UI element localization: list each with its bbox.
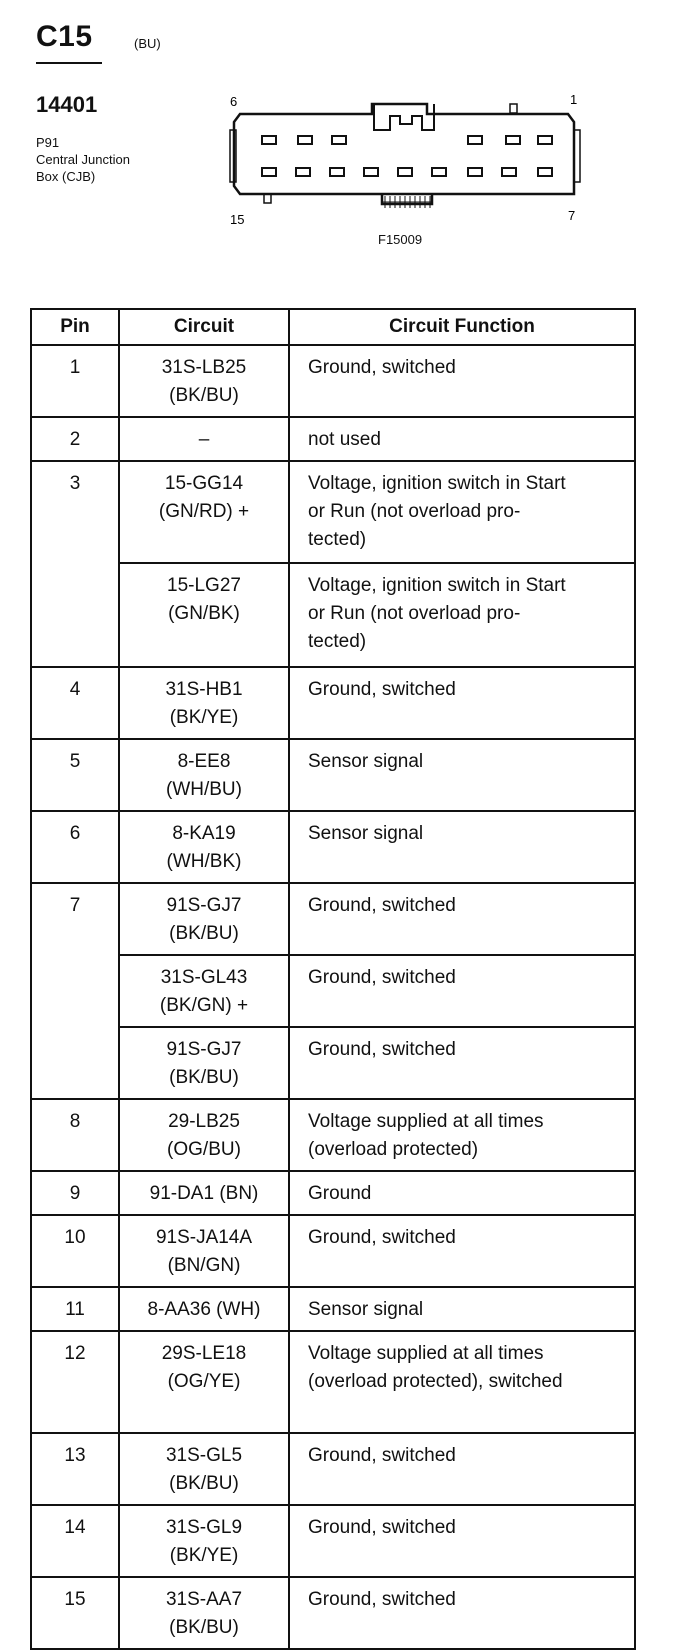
- circuit-function-cell: [289, 563, 635, 667]
- circuit-function-cell: [289, 739, 635, 811]
- circuit-line: (BK/GN) +: [159, 995, 249, 1016]
- pin-number: 7: [69, 895, 81, 916]
- pin-number-cell: [31, 1171, 119, 1215]
- pin-number: 15: [64, 1589, 86, 1610]
- table-row: [31, 1027, 635, 1099]
- circuit-function-cell: [289, 1287, 635, 1331]
- table-row: [31, 955, 635, 1027]
- circuit-function-cell: [289, 1577, 635, 1649]
- connector-id-underline: [36, 62, 102, 64]
- table-row: [31, 345, 635, 417]
- circuit-cell: [119, 667, 289, 739]
- pin-number: 12: [64, 1343, 86, 1364]
- pin-number: 9: [69, 1183, 81, 1204]
- circuit-line: (WH/BU): [166, 779, 242, 800]
- pin-number: 6: [69, 823, 81, 844]
- desc-line-1: P91: [36, 135, 60, 150]
- table-row: [31, 563, 635, 667]
- pin-number-cell: [31, 1287, 119, 1331]
- function-line: tected): [308, 631, 367, 652]
- circuit-function-cell: [289, 811, 635, 883]
- desc-line-2: Central Junction: [36, 152, 130, 167]
- circuit-line: (OG/YE): [167, 1371, 241, 1392]
- circuit-cell: [119, 1433, 289, 1505]
- function-line: Ground, switched: [308, 357, 456, 378]
- circuit-line: 8-EE8: [177, 751, 231, 772]
- circuit-line: (BN/GN): [167, 1255, 241, 1276]
- pin-number: 4: [69, 679, 81, 700]
- circuit-line: (BK/BU): [169, 1617, 239, 1638]
- table-row: [31, 1215, 635, 1287]
- function-line: Ground, switched: [308, 1039, 456, 1060]
- circuit-cell: [119, 417, 289, 461]
- circuit-cell: [119, 883, 289, 955]
- circuit-line: (BK/YE): [169, 1545, 239, 1566]
- circuit-line: 91S-GJ7: [166, 895, 242, 916]
- circuit-function-cell: [289, 1027, 635, 1099]
- table-row: [31, 1433, 635, 1505]
- circuit-cell: [119, 739, 289, 811]
- function-line: Sensor signal: [308, 1299, 424, 1320]
- connector-color: (BU): [134, 36, 161, 51]
- circuit-function-cell: [289, 1433, 635, 1505]
- function-line: Sensor signal: [308, 823, 424, 844]
- circuit-line: (GN/RD) +: [158, 501, 250, 522]
- circuit-line: 8-KA19: [172, 823, 236, 844]
- table-row: [31, 811, 635, 883]
- table-row: [31, 461, 635, 563]
- pin-number: 1: [69, 357, 81, 378]
- function-line: Ground, switched: [308, 679, 456, 700]
- circuit-line: (OG/BU): [167, 1139, 241, 1160]
- circuit-function-cell: [289, 667, 635, 739]
- circuit-line: 29S-LE18: [161, 1343, 247, 1364]
- pin-number: 13: [64, 1445, 86, 1466]
- function-line: Voltage supplied at all times: [308, 1111, 544, 1132]
- function-line: Voltage, ignition switch in Start: [308, 575, 566, 596]
- pin-number: 3: [69, 473, 81, 494]
- header-circuit-function: Circuit Function: [289, 309, 635, 345]
- function-line: tected): [308, 529, 367, 550]
- function-line: Ground, switched: [308, 1227, 456, 1248]
- circuit-line: 91S-JA14A: [155, 1227, 253, 1248]
- function-line: Sensor signal: [308, 751, 424, 772]
- circuit-line: 29-LB25: [168, 1111, 240, 1132]
- circuit-function-cell: [289, 1171, 635, 1215]
- circuit-function-cell: [289, 417, 635, 461]
- circuit-cell: [119, 1505, 289, 1577]
- circuit-function-cell: [289, 345, 635, 417]
- pin-number: 8: [69, 1111, 81, 1132]
- function-line: Ground, switched: [308, 1589, 456, 1610]
- circuit-line: 31S-LB25: [161, 357, 247, 378]
- circuit-line: 8-AA36 (WH): [147, 1299, 261, 1320]
- pin-number-cell: [31, 461, 119, 667]
- circuit-cell: [119, 955, 289, 1027]
- circuit-cell: [119, 1171, 289, 1215]
- pin-table-body: [31, 345, 635, 1649]
- circuit-cell: [119, 1027, 289, 1099]
- function-line: Ground, switched: [308, 895, 456, 916]
- circuit-cell: [119, 1331, 289, 1433]
- header-circuit: Circuit: [119, 309, 289, 345]
- connector-body: [234, 104, 574, 204]
- connector-id: C15: [36, 20, 93, 53]
- pin-number-cell: [31, 1215, 119, 1287]
- part-number: 14401: [36, 92, 98, 117]
- circuit-line: (BK/BU): [169, 923, 239, 944]
- pin-number: 5: [69, 751, 81, 772]
- pin-number-cell: [31, 417, 119, 461]
- circuit-line: 15-LG27: [167, 575, 241, 596]
- pin-number-cell: [31, 667, 119, 739]
- function-line: or Run (not overload pro-: [308, 603, 521, 624]
- table-row: [31, 1171, 635, 1215]
- circuit-function-cell: [289, 1505, 635, 1577]
- circuit-line: 31S-GL5: [165, 1445, 243, 1466]
- circuit-function-cell: [289, 883, 635, 955]
- table-row: [31, 1099, 635, 1171]
- pin-number-cell: [31, 1505, 119, 1577]
- pin-number-cell: [31, 1099, 119, 1171]
- function-line: Ground, switched: [308, 1445, 456, 1466]
- circuit-line: 31S-HB1: [165, 679, 243, 700]
- pin-number: 11: [65, 1299, 85, 1320]
- circuit-cell: [119, 811, 289, 883]
- function-line: Voltage, ignition switch in Start: [308, 473, 566, 494]
- pin-number: 2: [69, 429, 81, 450]
- circuit-line: (BK/BU): [169, 385, 239, 406]
- circuit-line: 91-DA1 (BN): [149, 1183, 259, 1204]
- pin-number: 10: [64, 1227, 86, 1248]
- cavities-bottom-row: [262, 168, 552, 176]
- circuit-line: (BK/YE): [169, 707, 239, 728]
- pin-number-cell: [31, 739, 119, 811]
- function-line: not used: [308, 429, 381, 450]
- circuit-function-cell: [289, 1331, 635, 1433]
- table-row: [31, 1577, 635, 1649]
- pin-label-7: 7: [568, 208, 576, 223]
- circuit-line: –: [198, 429, 210, 450]
- circuit-function-cell: [289, 1099, 635, 1171]
- table-row: [31, 1505, 635, 1577]
- table-header-row: [31, 309, 635, 345]
- pin-number-cell: [31, 1331, 119, 1433]
- circuit-function-cell: [289, 461, 635, 563]
- pin-table: [30, 308, 636, 1650]
- table-row: [31, 883, 635, 955]
- desc-line-3: Box (CJB): [36, 169, 96, 184]
- table-row: [31, 667, 635, 739]
- table-row: [31, 1331, 635, 1433]
- function-line: (overload protected): [308, 1139, 479, 1160]
- pin-label-1: 1: [570, 92, 578, 107]
- circuit-cell: [119, 1099, 289, 1171]
- circuit-line: 91S-GJ7: [166, 1039, 242, 1060]
- function-line: Ground, switched: [308, 967, 456, 988]
- pin-label-15: 15: [230, 212, 245, 227]
- pin-number-cell: [31, 811, 119, 883]
- circuit-line: (BK/BU): [169, 1067, 239, 1088]
- pin-number-cell: [31, 883, 119, 1099]
- cavities-top-row: [262, 136, 552, 144]
- circuit-line: (WH/BK): [166, 851, 242, 872]
- circuit-cell: [119, 1577, 289, 1649]
- function-line: (overload protected), switched: [308, 1371, 563, 1392]
- circuit-line: 31S-GL9: [165, 1517, 243, 1538]
- circuit-cell: [119, 345, 289, 417]
- function-line: Voltage supplied at all times: [308, 1343, 544, 1364]
- function-line: Ground: [308, 1183, 372, 1204]
- circuit-function-cell: [289, 955, 635, 1027]
- circuit-cell: [119, 1215, 289, 1287]
- circuit-cell: [119, 461, 289, 563]
- table-row: [31, 739, 635, 811]
- table-row: [31, 417, 635, 461]
- circuit-cell: [119, 563, 289, 667]
- circuit-line: (BK/BU): [169, 1473, 239, 1494]
- header-pin: Pin: [31, 309, 119, 345]
- circuit-function-cell: [289, 1215, 635, 1287]
- pin-number-cell: [31, 1433, 119, 1505]
- circuit-line: 31S-GL43: [160, 967, 248, 988]
- pin-number-cell: [31, 1577, 119, 1649]
- circuit-line: (GN/BK): [168, 603, 240, 624]
- circuit-line: 15-GG14: [164, 473, 244, 494]
- function-line: or Run (not overload pro-: [308, 501, 521, 522]
- function-line: Ground, switched: [308, 1517, 456, 1538]
- connector-diagram: [222, 86, 592, 246]
- pin-label-6: 6: [230, 94, 238, 109]
- table-row: [31, 1287, 635, 1331]
- circuit-cell: [119, 1287, 289, 1331]
- circuit-line: 31S-AA7: [165, 1589, 243, 1610]
- figure-label: F15009: [378, 232, 423, 247]
- pin-number: 14: [64, 1517, 86, 1538]
- pin-number-cell: [31, 345, 119, 417]
